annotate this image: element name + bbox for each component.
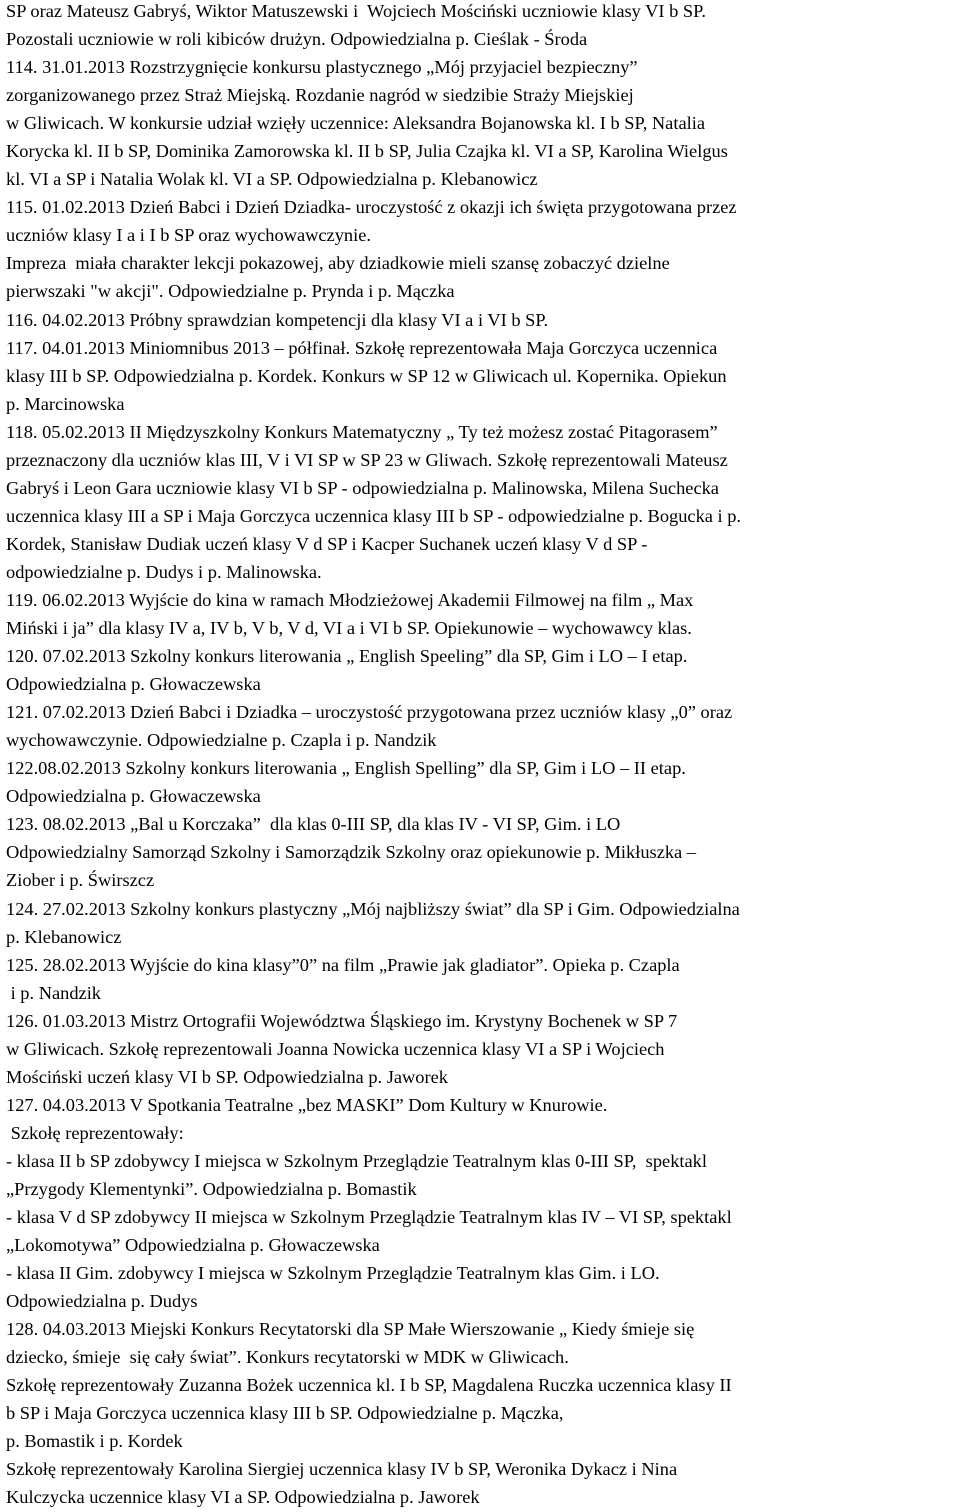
text-line: b SP i Maja Gorczyca uczennica klasy III b SP. Odpowiedzialne p. Mączka, (6, 1403, 564, 1424)
text-line: SP oraz Mateusz Gabryś, Wiktor Matuszewski i Wojciech Mościński uczniowie klasy VI b SP. (6, 1, 706, 21)
text-line: 120. 07.02.2013 Szkolny konkurs literowania „ English Speeling” dla SP, Gim i LO – I etap. (6, 646, 688, 667)
text-line: przeznaczony dla uczniów klas III, V i VI SP w SP 23 w Gliwach. Szkołę reprezentowali Mateusz (6, 449, 728, 470)
text-line: Odpowiedzialna p. Głowaczewska (6, 786, 261, 807)
text-line: 127. 04.03.2013 V Spotkania Teatralne „bez MASKI” Dom Kultury w Knurowie. (6, 1094, 608, 1115)
text-line: 122.08.02.2013 Szkolny konkurs literowania „ English Spelling” dla SP, Gim i LO – II etap. (6, 758, 686, 779)
text-line: Szkołę reprezentowały Karolina Siergiej uczennica klasy IV b SP, Weronika Dykacz i Nina (6, 1459, 678, 1480)
text-line: pierwszaki "w akcji". Odpowiedzialne p. Prynda i p. Mączka (6, 281, 455, 302)
text-line: 121. 07.02.2013 Dzień Babci i Dziadka – uroczystość przygotowana przez uczniów klasy „0” oraz (6, 702, 733, 723)
text-line: p. Marcinowska (6, 393, 125, 414)
text-line: 125. 28.02.2013 Wyjście do kina klasy”0” na film „Prawie jak gladiator”. Opieka p. Czapla (6, 954, 680, 975)
text-line: 114. 31.01.2013 Rozstrzygnięcie konkursu plastycznego „Mój przyjaciel bezpieczny” (6, 57, 638, 78)
text-line: 123. 08.02.2013 „Bal u Korczaka” dla klas 0-III SP, dla klas IV - VI SP, Gim. i LO (6, 814, 621, 835)
document-body (6, 0, 954, 1512)
text-line: wychowawczynie. Odpowiedzialne p. Czapla i p. Nandzik (6, 730, 437, 751)
text-line: Szkołę reprezentowały: (6, 1122, 184, 1143)
text-line: 124. 27.02.2013 Szkolny konkurs plastyczny „Mój najbliższy świat” dla SP i Gim. Odpowiedzialna (6, 898, 740, 919)
text-line: zorganizowanego przez Straż Miejską. Rozdanie nagród w siedzibie Straży Miejskiej (6, 85, 634, 106)
text-line: 118. 05.02.2013 II Międzyszkolny Konkurs Matematyczny „ Ty też możesz zostać Pitagorasem” (6, 421, 718, 442)
text-line: kl. VI a SP i Natalia Wolak kl. VI a SP. Odpowiedzialna p. Klebanowicz (6, 169, 538, 190)
text-line: „Przygody Klementynki”. Odpowiedzialna p. Bomastik (6, 1178, 417, 1199)
text-line: uczennica klasy III a SP i Maja Gorczyca uczennica klasy III b SP - odpowiedzialne p. Bogucka i p. (6, 505, 742, 526)
text-line: i p. Nandzik (6, 982, 101, 1003)
text-line: 119. 06.02.2013 Wyjście do kina w ramach Młodzieżowej Akademii Filmowej na film „ Max (6, 589, 694, 610)
text-line: 126. 01.03.2013 Mistrz Ortografii Województwa Śląskiego im. Krystyny Bochenek w SP 7 (6, 1010, 678, 1031)
text-line: 128. 04.03.2013 Miejski Konkurs Recytatorski dla SP Małe Wierszowanie „ Kiedy śmieje się (6, 1319, 695, 1340)
text-line: w Gliwicach. W konkursie udział wzięły uczennice: Aleksandra Bojanowska kl. I b SP, Natalia (6, 113, 706, 134)
text-line: odpowiedzialne p. Dudys i p. Malinowska. (6, 561, 322, 582)
text-line: Kordek, Stanisław Dudiak uczeń klasy V d SP i Kacper Suchanek uczeń klasy V d SP - (6, 533, 648, 554)
text-line: p. Klebanowicz (6, 926, 122, 947)
text-line: uczniów klasy I a i I b SP oraz wychowawczynie. (6, 225, 371, 246)
text-line: Gabryś i Leon Gara uczniowie klasy VI b SP - odpowiedzialna p. Malinowska, Milena Suchecka (6, 477, 719, 498)
text-line: - klasa II Gim. zdobywcy I miejsca w Szkolnym Przeglądzie Teatralnym klas Gim. i LO. (6, 1263, 660, 1284)
text-line: Odpowiedzialny Samorząd Szkolny i Samorządzik Szkolny oraz opiekunowie p. Mikłuszka – (6, 842, 697, 863)
text-line: Miński i ja” dla klasy IV a, IV b, V b, V d, VI a i VI b SP. Opiekunowie – wychowawcy klas. (6, 618, 692, 639)
text-line: Impreza miała charakter lekcji pokazowej, aby dziadkowie mieli szansę zobaczyć dzielne (6, 253, 670, 274)
text-line: 117. 04.01.2013 Miniomnibus 2013 – półfinał. Szkołę reprezentowała Maja Gorczyca uczennica (6, 337, 718, 358)
text-line: w Gliwicach. Szkołę reprezentowali Joanna Nowicka uczennica klasy VI a SP i Wojciech (6, 1038, 665, 1059)
text-line: 115. 01.02.2013 Dzień Babci i Dzień Dziadka- uroczystość z okazji ich święta przygotowana przez (6, 197, 737, 218)
text-line: 116. 04.02.2013 Próbny sprawdzian kompetencji dla klasy VI a i VI b SP. (6, 309, 549, 330)
text-line: Odpowiedzialna p. Głowaczewska (6, 674, 261, 695)
text-line: - klasa V d SP zdobywcy II miejsca w Szkolnym Przeglądzie Teatralnym klas IV – VI SP, spektakl (6, 1207, 732, 1228)
text-line: Szkołę reprezentowały Zuzanna Bożek uczennica kl. I b SP, Magdalena Ruczka uczennica klasy II (6, 1375, 732, 1396)
text-line: Odpowiedzialna p. Dudys (6, 1291, 198, 1312)
text-line: Pozostali uczniowie w roli kibiców drużyn. Odpowiedzialna p. Cieślak - Środa (6, 29, 588, 50)
text-line: p. Bomastik i p. Kordek (6, 1431, 183, 1452)
text-line: „Lokomotywa” Odpowiedzialna p. Głowaczewska (6, 1235, 380, 1256)
text-line: Ziober i p. Świrszcz (6, 870, 155, 891)
text-line: klasy III b SP. Odpowiedzialna p. Kordek. Konkurs w SP 12 w Gliwicach ul. Kopernika. Opiekun (6, 365, 727, 386)
text-line: Kulczycka uczennice klasy VI a SP. Odpowiedzialna p. Jaworek (6, 1487, 480, 1508)
text-line: dziecko, śmieje się cały świat”. Konkurs recytatorski w MDK w Gliwicach. (6, 1347, 569, 1368)
text-line: Mościński uczeń klasy VI b SP. Odpowiedzialna p. Jaworek (6, 1066, 448, 1087)
text-line: Korycka kl. II b SP, Dominika Zamorowska kl. II b SP, Julia Czajka kl. VI a SP, Karolina Wielgus (6, 141, 728, 162)
text-line: - klasa II b SP zdobywcy I miejsca w Szkolnym Przeglądzie Teatralnym klas 0-III SP, spektakl (6, 1150, 707, 1171)
